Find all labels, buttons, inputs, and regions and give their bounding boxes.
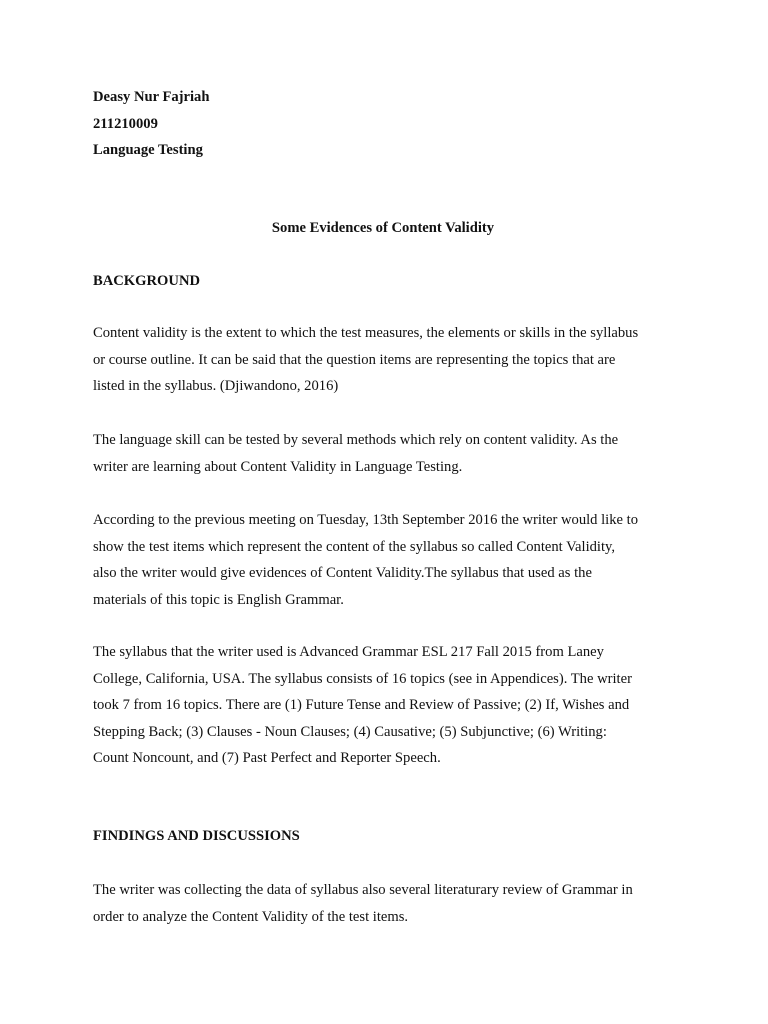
text-line: Content validity is the extent to which the test measures, the elements or skills in the syllabus [93,325,639,341]
text-line: The writer was collecting the data of syllabus also several literaturary review of Grammar in [93,882,633,898]
text-line: The language skill can be tested by several methods which rely on content validity. As the [93,432,619,448]
student-id: 211210009 [93,115,158,132]
text-line: writer are learning about Content Validity in Language Testing. [93,458,463,475]
heading-findings: FINDINGS AND DISCUSSIONS [93,828,300,844]
text-line: According to the previous meeting on Tuesday, 13th September 2016 the writer would like to [93,512,639,528]
text-line: Stepping Back; (3) Clauses - Noun Clauses; (4) Causative; (5) Subjunctive; (6) Writing: [93,723,607,740]
paragraph-background-3 [93,507,673,613]
author-name: Deasy Nur Fajriah [93,89,210,105]
paragraph-findings-1 [93,877,673,930]
heading-background: BACKGROUND [93,273,201,289]
text-line: show the test items which represent the content of the syllabus so called Content Validity, [93,538,616,555]
text-line: took 7 from 16 topics. There are (1) Future Tense and Review of Passive; (2) If, Wishes and [93,697,630,713]
author-block [93,84,209,164]
text-line: Count Noncount, and (7) Past Perfect and Reporter Speech. [93,750,441,766]
paragraph-background-4 [93,639,673,772]
course-name: Language Testing [93,142,203,158]
text-line: or course outline. It can be said that the question items are representing the topics that are [93,351,616,368]
text-line: College, California, USA. The syllabus consists of 16 topics (see in Appendices). The writer [93,670,632,687]
paragraph-background-2 [93,427,673,480]
text-line: The syllabus that the writer used is Advanced Grammar ESL 217 Fall 2015 from Laney [93,644,604,660]
text-line: also the writer would give evidences of Content Validity.The syllabus that used as the [93,565,592,581]
text-line: listed in the syllabus. (Djiwandono, 2016) [93,378,339,394]
text-line: order to analyze the Content Validity of the test items. [93,908,409,925]
paragraph-background-1 [93,320,673,400]
text-line: materials of this topic is English Grammar. [93,591,344,608]
document-title: Some Evidences of Content Validity [271,220,495,236]
